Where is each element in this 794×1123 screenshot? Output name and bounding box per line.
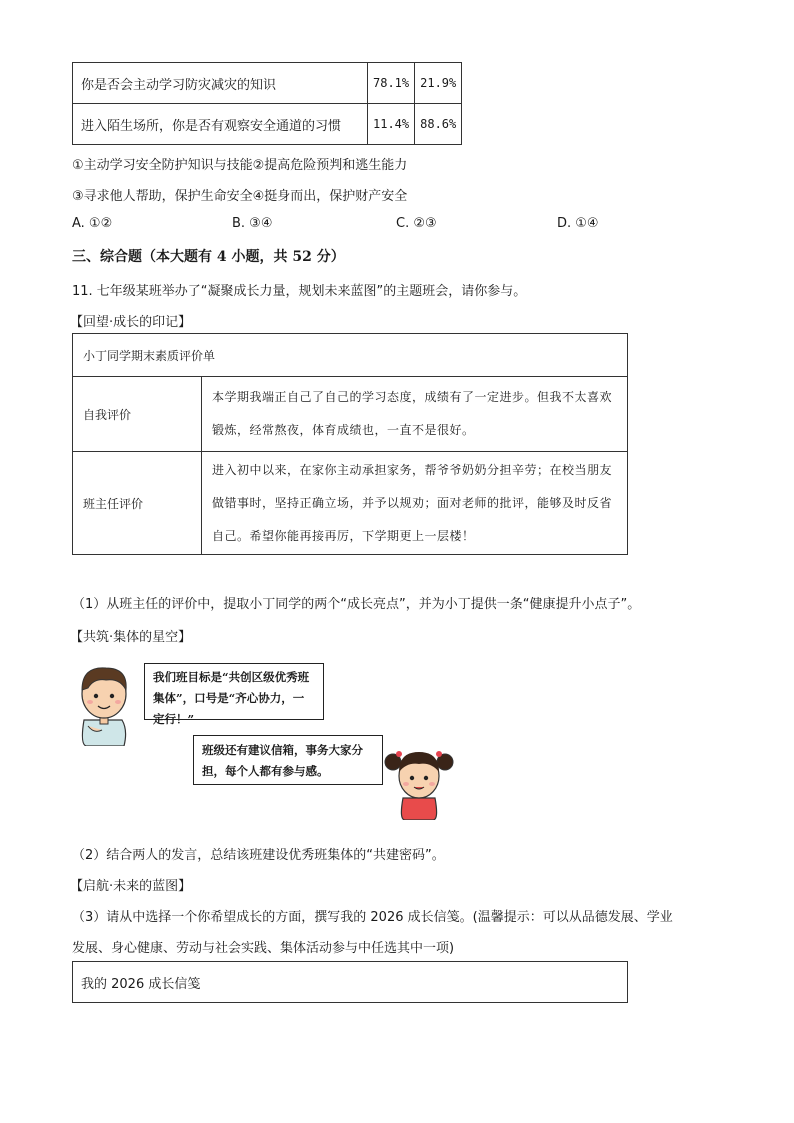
girl-illustration	[383, 742, 455, 820]
option-b: B. ③④	[232, 216, 273, 231]
survey-question: 你是否会主动学习防灾减灾的知识	[73, 63, 368, 104]
teacher-evaluation-text: 进入初中以来，在家你主动承担家务，帮爷爷奶奶分担辛劳；在校当朋友做错事时，坚持正确立场，并予以规劝；面对老师的批评，能够及时反省自己。希望你能再接再厉，下学期更上一层楼！	[202, 452, 628, 555]
boy-illustration	[70, 660, 140, 746]
part1-heading: 【回望·成长的印记】	[70, 315, 192, 330]
teacher-evaluation-label: 班主任评价	[73, 452, 202, 555]
evaluation-table	[72, 333, 628, 555]
question-3-line-1: （3）请从中选择一个你希望成长的方面，撰写我的 2026 成长信笺。(温馨提示：可以从品德发展、学业	[72, 910, 673, 925]
part3-heading: 【启航·未来的蓝图】	[70, 879, 192, 894]
survey-question: 进入陌生场所，你是否有观察安全通道的习惯	[73, 104, 368, 145]
girl-speech-bubble	[193, 735, 383, 785]
section-title: 三、综合题（本大题有 4 小题，共 52 分）	[72, 249, 345, 265]
table-row	[73, 63, 462, 104]
question-2: （2）结合两人的发言，总结该班建设优秀班集体的“共建密码”。	[72, 848, 445, 863]
boy-speech-text: 我们班目标是“共创区级优秀班集体”，口号是“齐心协力，一定行！”	[153, 670, 310, 726]
question-1: （1）从班主任的评价中，提取小丁同学的两个“成长亮点”，并为小丁提供一条“健康提升小点子”。	[72, 597, 641, 612]
survey-no-percent: 88.6%	[415, 104, 462, 145]
option-c: C. ②③	[396, 216, 437, 231]
table-row	[73, 452, 628, 555]
table-row	[73, 377, 628, 452]
option-d: D. ①④	[557, 216, 599, 231]
self-evaluation-text: 本学期我端正自己了自己的学习态度，成绩有了一定进步。但我不太喜欢锻炼，经常熬夜，体育成绩也，一直不是很好。	[202, 377, 628, 452]
survey-table	[72, 62, 462, 145]
statement-line-2: ③寻求他人帮助，保护生命安全④挺身而出，保护财产安全	[72, 189, 408, 204]
survey-yes-percent: 78.1%	[368, 63, 415, 104]
statement-line-1: ①主动学习安全防护知识与技能②提高危险预判和逃生能力	[72, 158, 408, 173]
survey-yes-percent: 11.4%	[368, 104, 415, 145]
question-3-line-2: 发展、身心健康、劳动与社会实践、集体活动参与中任选其中一项)	[72, 941, 455, 956]
option-a: A. ①②	[72, 216, 113, 231]
evaluation-table-title: 小丁同学期末素质评价单	[73, 334, 628, 377]
question-11-intro: 11. 七年级某班举办了“凝聚成长力量，规划未来蓝图”的主题班会，请你参与。	[72, 284, 527, 299]
survey-no-percent: 21.9%	[415, 63, 462, 104]
part2-heading: 【共筑·集体的星空】	[70, 630, 192, 645]
table-row	[73, 104, 462, 145]
boy-speech-bubble	[144, 663, 324, 726]
answer-box-label: 我的 2026 成长信笺	[81, 977, 201, 992]
girl-speech-text: 班级还有建议信箱，事务大家分担，每个人都有参与感。	[202, 743, 363, 778]
table-row	[73, 334, 628, 377]
self-evaluation-label: 自我评价	[73, 377, 202, 452]
answer-box[interactable]	[72, 961, 628, 1003]
